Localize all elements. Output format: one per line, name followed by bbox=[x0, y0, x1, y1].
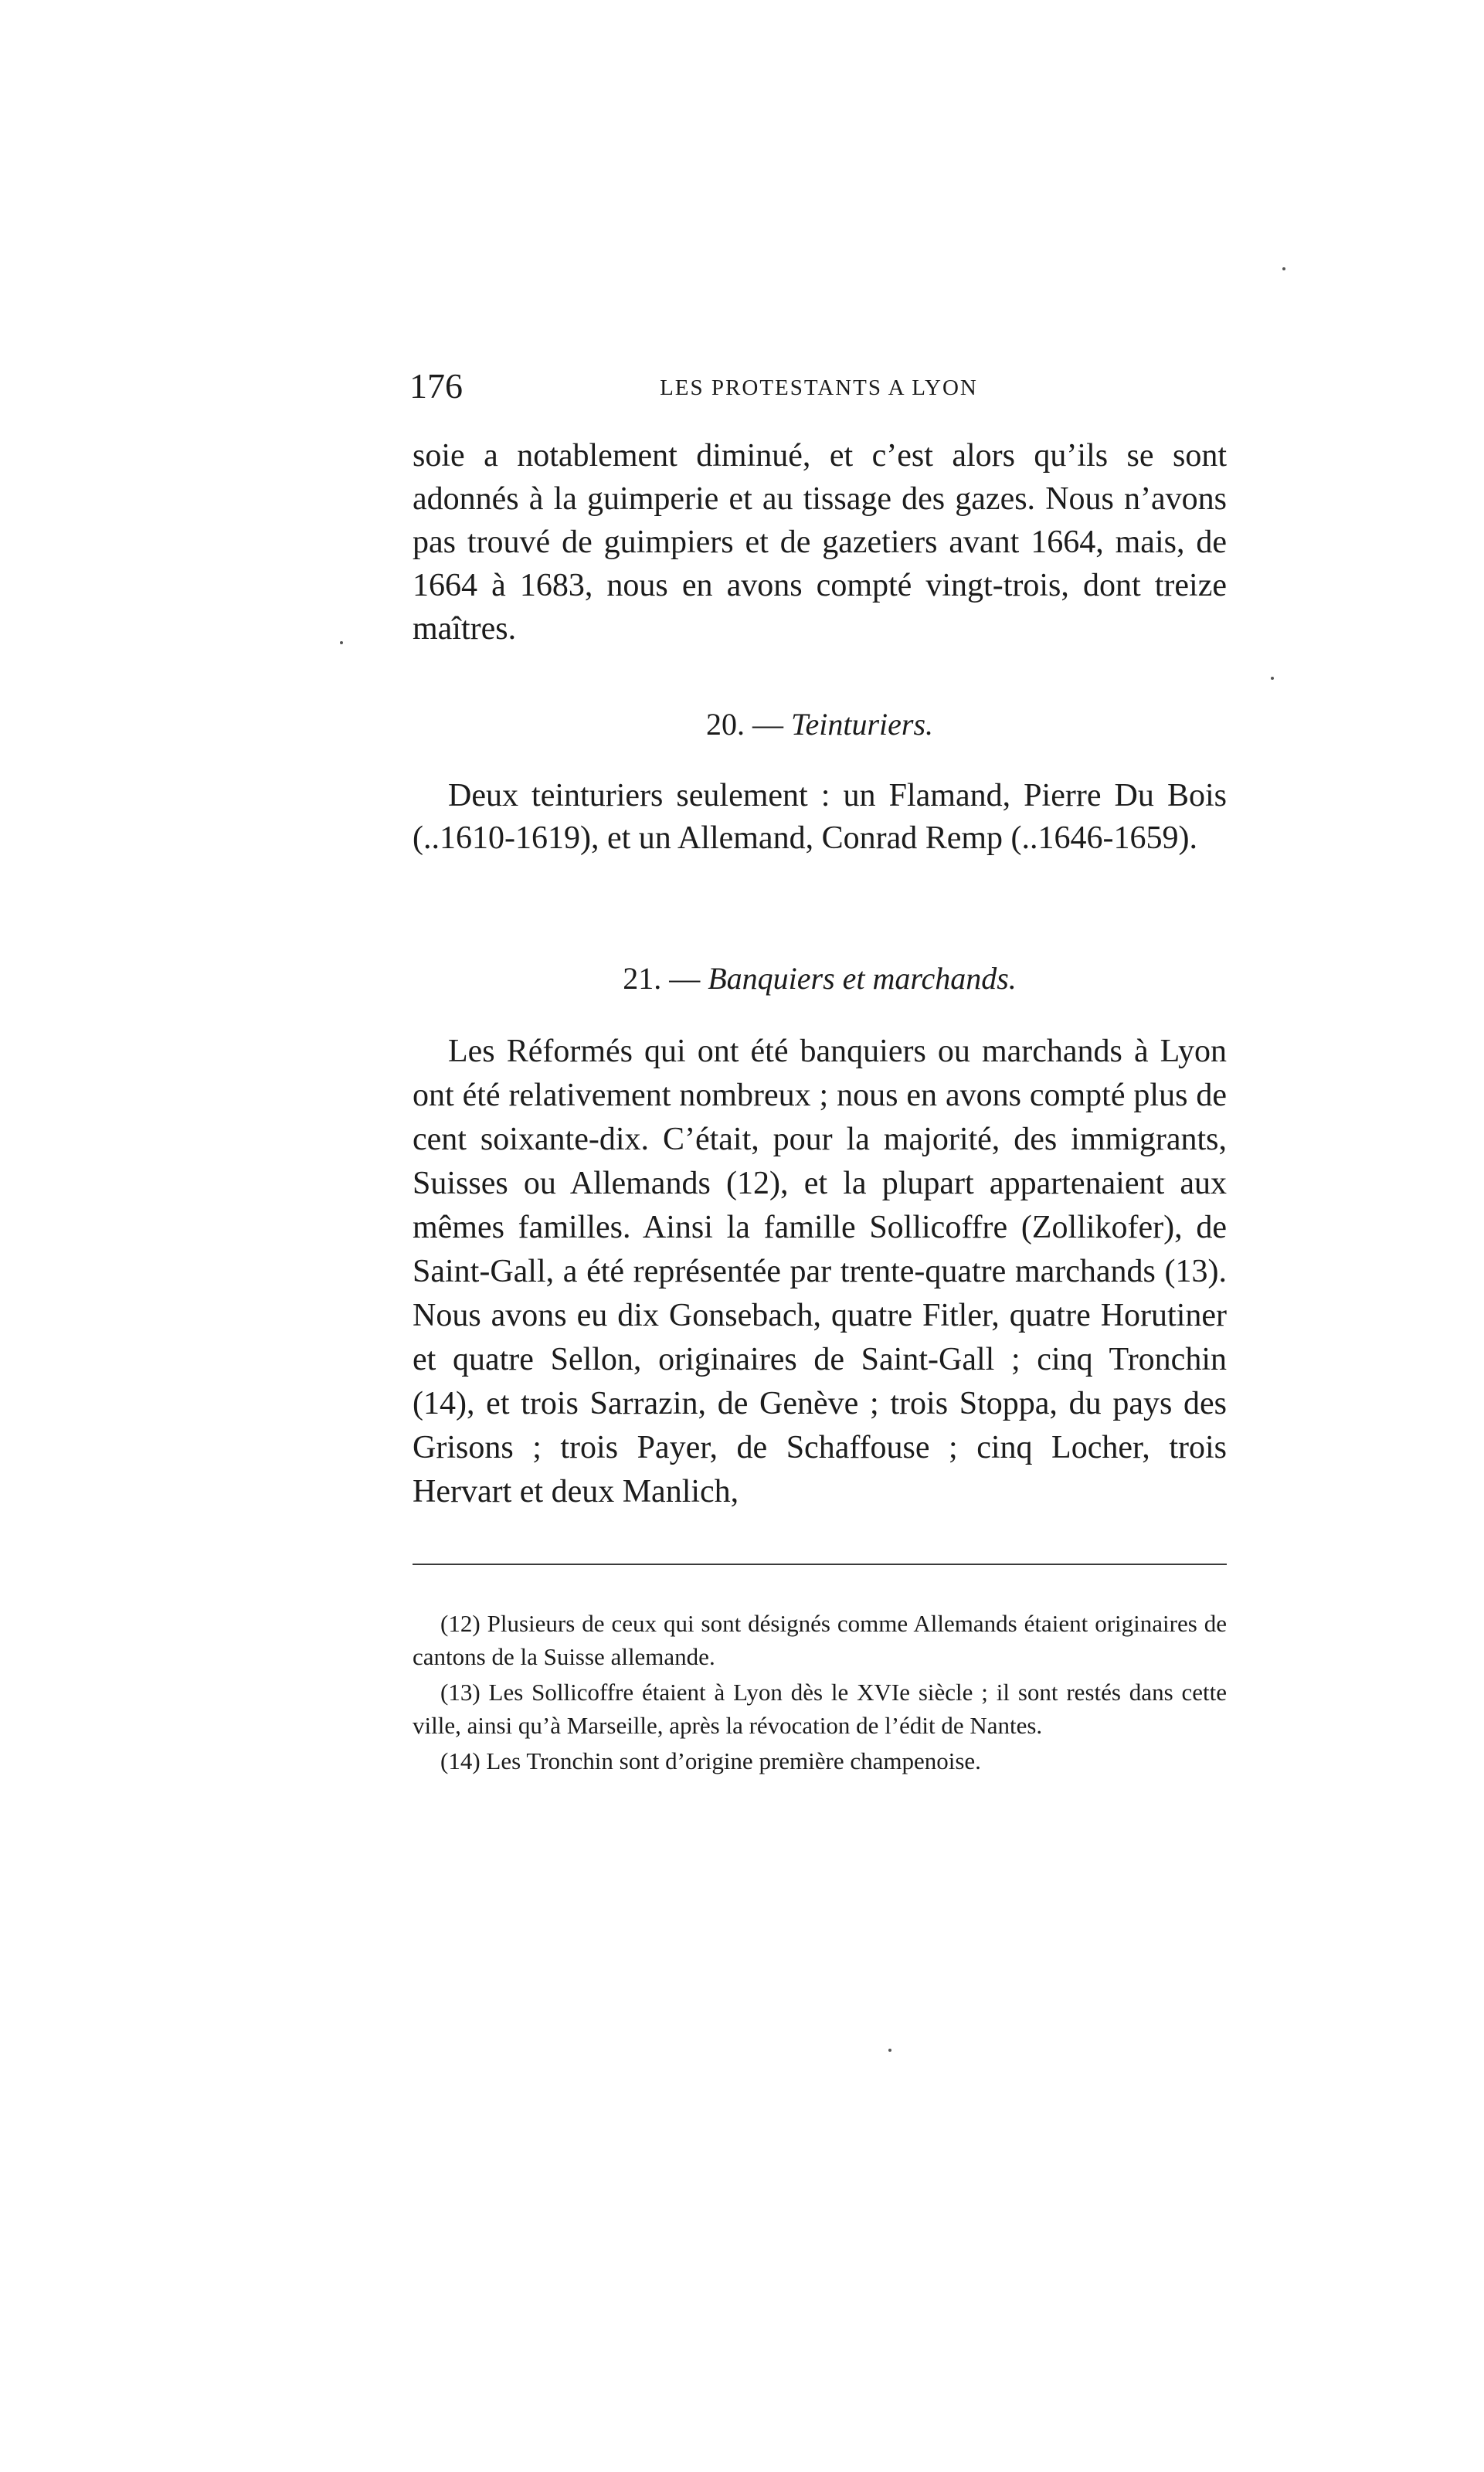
paragraph-text: soie a notablement diminué, et c’est alors qu’ils se sont adonnés à la guimperie et au tissage des gazes. Nous n’avons pas trouvé de guimpiers et de gazetiers avant 1664, mais, de 1664 à 1683, nous en avons compté vingt-trois, dont treize maîtres. bbox=[413, 438, 1227, 647]
paragraph-text: Les Réformés qui ont été banquiers ou marchands à Lyon ont été relativement nombreux ; nous en avons compté plus de cent soixante-dix. C’était, pour la majorité, des immigrants, Suisses ou Allemands (12), et la plupart appartenaient aux mêmes familles. Ainsi la famille Sollicoffre (Zollikofer), de Saint-Gall, a été représentée par trente-quatre marchands (13). Nous avons eu dix Gonsebach, quatre Fitler, quatre Horutiner et quatre Sellon, originaires de Saint-Gall ; cinq Tronchin (14), et trois Sarrazin, de Genève ; trois Stoppa, du pays des Grisons ; trois Payer, de Schaffouse ; cinq Locher, trois Hervart et deux Manlich, bbox=[413, 1034, 1227, 1509]
paper-speck bbox=[1271, 677, 1274, 680]
running-head bbox=[409, 363, 1228, 409]
section-number: 21. — bbox=[623, 961, 701, 996]
footnote-13: (13) Les Sollicoffre étaient à Lyon dès le XVIe siècle ; il sont restés dans cette ville, ainsi qu’à Marseille, après la révocation de l’édit de Nantes. bbox=[413, 1679, 1227, 1739]
section-heading-teinturiers bbox=[413, 701, 1227, 748]
paper-speck bbox=[888, 2049, 891, 2052]
paragraph-teinturiers bbox=[413, 775, 1227, 860]
section-number: 20. — bbox=[705, 707, 783, 742]
paragraph-continuation bbox=[413, 434, 1227, 650]
paper-speck bbox=[1282, 267, 1285, 270]
page-number: 176 bbox=[409, 366, 463, 406]
footnote-divider bbox=[413, 1564, 1227, 1565]
paper-speck bbox=[340, 641, 343, 644]
paragraph-text: Deux teinturiers seulement : un Flamand, Pierre Du Bois (..1610-1619), et un Allemand, Conrad Remp (..1646-1659). bbox=[413, 778, 1227, 856]
paragraph-banquiers bbox=[413, 1030, 1227, 1514]
section-title: Teinturiers. bbox=[790, 707, 934, 742]
footnotes bbox=[413, 1607, 1227, 1780]
section-title: Banquiers et marchands. bbox=[708, 961, 1017, 996]
section-heading-banquiers bbox=[413, 956, 1227, 1002]
footnote-12: (12) Plusieurs de ceux qui sont désignés comme Allemands étaient originaires de cantons de la Suisse allemande. bbox=[413, 1610, 1227, 1670]
footnote-14: (14) Les Tronchin sont d’origine première champenoise. bbox=[440, 1747, 981, 1774]
running-title: LES PROTESTANTS A LYON bbox=[660, 375, 978, 400]
